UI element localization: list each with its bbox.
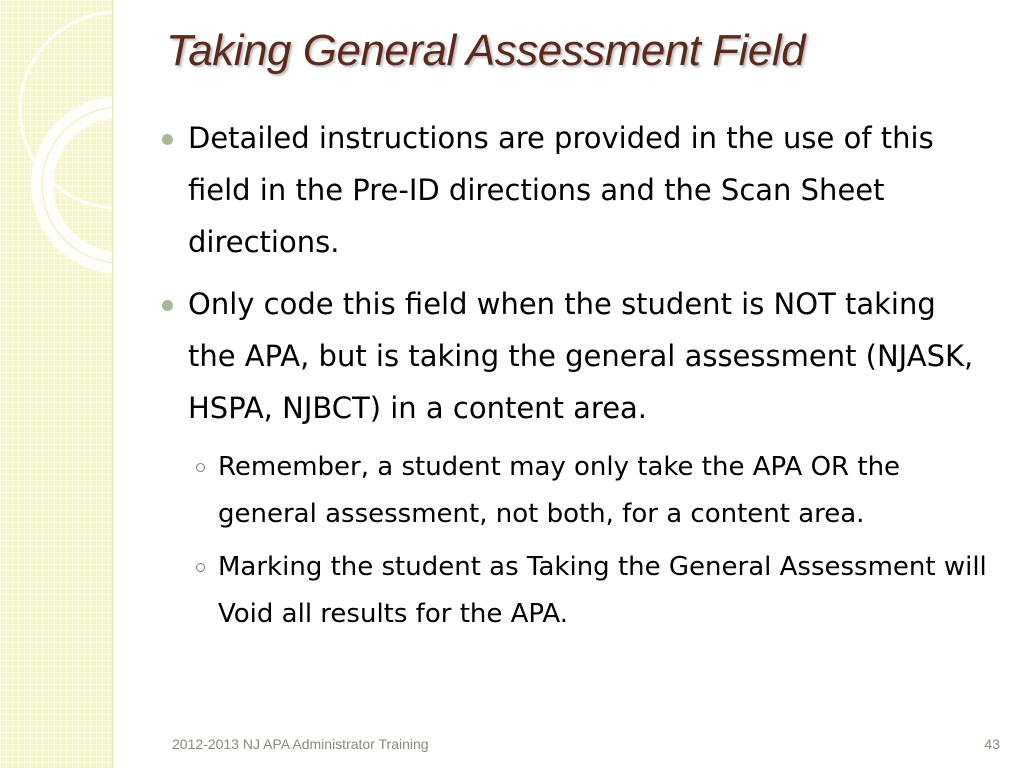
sub-bullet-item — [160, 544, 990, 638]
sub-bullet-ring-icon — [196, 463, 205, 472]
slide-title: Taking General Assessment Field — [166, 26, 806, 75]
footer-text: 2012-2013 NJ APA Administrator Training — [172, 736, 429, 752]
sub-bullet-text: Marking the student as Taking the General Assessment will Void all results for the APA. — [218, 552, 987, 629]
slide-content — [160, 112, 990, 644]
sub-bullet-ring-icon — [196, 563, 205, 572]
bullet-text: Detailed instructions are provided in the use of this field in the Pre-ID directions and the Scan Sheet directions. — [188, 121, 934, 259]
bullet-item — [160, 278, 990, 434]
page-number: 43 — [984, 736, 1000, 752]
bullet-item — [160, 112, 990, 268]
sub-bullet-text: Remember, a student may only take the APA OR the general assessment, not both, for a content area. — [218, 452, 901, 529]
sub-bullet-item — [160, 444, 990, 538]
bullet-text: Only code this field when the student is NOT taking the APA, but is taking the general assessment (NJASK, HSPA, NJBCT) in a content area. — [188, 287, 974, 425]
decorative-arcs-icon — [0, 0, 112, 330]
bullet-dot-icon — [162, 300, 173, 311]
bullet-dot-icon — [162, 134, 173, 145]
